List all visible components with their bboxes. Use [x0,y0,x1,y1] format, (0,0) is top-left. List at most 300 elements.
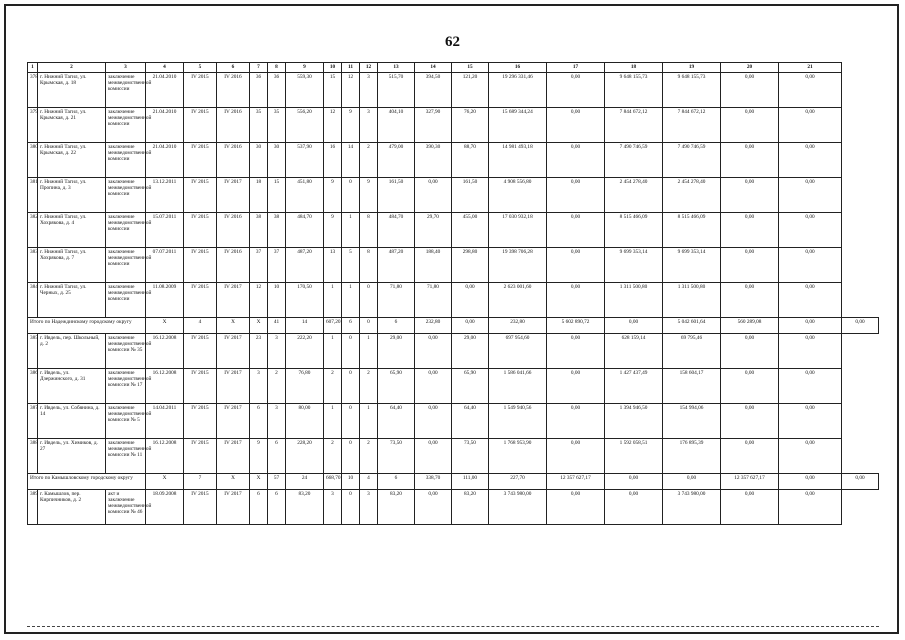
table-cell: 1 [360,334,378,369]
table-cell: 18.09.2008 [146,490,184,525]
table-cell: 88,70 [452,143,489,178]
table-cell: IV 2017 [217,404,250,439]
table-row [28,143,879,178]
table-cell: 73,50 [378,439,415,474]
page-number: 62 [445,34,460,50]
table-cell: г. Ивдель, ул. Дзержинского, д. 31 [38,369,106,404]
table-cell: 176 895,39 [663,439,721,474]
table-cell: 0,00 [721,73,779,108]
table-cell: 14 981 493,18 [489,143,547,178]
table-cell: X [146,474,184,490]
table-cell: 38 [250,213,268,248]
table-cell: IV 2015 [184,108,217,143]
table-cell: 5 [342,248,360,283]
table-cell: 0 [342,369,360,404]
table-cell: IV 2017 [217,178,250,213]
table-cell: 35 [250,108,268,143]
table-cell: 36 [268,73,286,108]
table-cell: 12 [324,108,342,143]
table-cell: 2 454 278,40 [663,178,721,213]
table-cell: заключение межведомственной комиссии № 17 [106,369,146,404]
table-cell: заключение межведомственной комиссии [106,213,146,248]
table-cell: 0,00 [842,318,879,334]
table-cell: 0,00 [779,439,842,474]
header-cell: 3 [106,63,146,73]
table-cell: 3 [360,73,378,108]
table-cell: 65,90 [452,369,489,404]
table-cell: IV 2017 [217,369,250,404]
table-cell: 0,00 [721,490,779,525]
table-cell: 41 [268,318,286,334]
table-cell: 10 [342,474,360,490]
table-cell: 0,00 [547,439,605,474]
table-cell: 10 [268,283,286,318]
table-cell: X [250,474,268,490]
table-cell: заключение межведомственной комиссии [106,248,146,283]
table-cell: 1 [342,283,360,318]
table-cell: 697 954,60 [489,334,547,369]
table-cell: 2 623 001,60 [489,283,547,318]
header-cell: 21 [779,63,842,73]
table-cell: 15 689 344,24 [489,108,547,143]
table-cell: 21.04.2010 [146,143,184,178]
table-cell: 15 [324,73,342,108]
table-cell: 384 [28,283,38,318]
table-body [28,63,879,525]
table-cell: 1 592 058,51 [605,439,663,474]
table-cell: 76,80 [286,369,324,404]
table-cell: 11.08.2009 [146,283,184,318]
table-cell: 9 [324,213,342,248]
table-cell: 222,20 [286,334,324,369]
table-cell: 12 [250,283,268,318]
table-cell: 0,00 [779,334,842,369]
table-cell: 17 030 932,18 [489,213,547,248]
table-cell: 9 [324,178,342,213]
table-cell: 379 [28,108,38,143]
table-cell: 0,00 [415,178,452,213]
table-cell: 0,00 [779,490,842,525]
table-cell: 170,50 [286,283,324,318]
table-cell: 0,00 [415,404,452,439]
table-cell: 389 [28,490,38,525]
table-cell: 83,20 [452,490,489,525]
header-cell: 4 [146,63,184,73]
table-cell: 80,00 [286,404,324,439]
table-cell: IV 2016 [217,213,250,248]
table-cell: 2 [360,143,378,178]
table-cell: 4 [184,318,217,334]
header-cell: 16 [489,63,547,73]
table-cell: г. Камышлов, пер. Кирпичников, д. 2 [38,490,106,525]
table-cell: заключение межведомственной комиссии № 5 [106,404,146,439]
table-cell: 0,00 [415,369,452,404]
table-cell: 16.12.2008 [146,439,184,474]
table-cell: г. Нижний Тагил, ул. Крымская, д. 22 [38,143,106,178]
table-cell: 64,40 [378,404,415,439]
table-cell: 8 515 466,09 [663,213,721,248]
table-cell: 16.12.2008 [146,369,184,404]
header-cell: 15 [452,63,489,73]
table-cell: 158 604,17 [663,369,721,404]
table-cell: 451,80 [286,178,324,213]
table-cell: 0,00 [779,283,842,318]
table-cell: 4 908 556,80 [489,178,547,213]
table-cell: 383 [28,248,38,283]
header-cell: 8 [268,63,286,73]
table-cell: 29,00 [452,334,489,369]
table-cell: 0,00 [721,143,779,178]
table-cell: 559,30 [286,73,324,108]
table-cell: 21.04.2010 [146,108,184,143]
table-cell: 161,50 [452,178,489,213]
table-cell: 515,70 [378,73,415,108]
table-cell: 0,00 [547,490,605,525]
table-cell: 2 [324,369,342,404]
table-cell: 7 490 746,59 [605,143,663,178]
table-cell: 9 [360,178,378,213]
table-cell: 0,00 [779,318,842,334]
table-cell: 0,00 [415,439,452,474]
table-cell: 14 [286,318,324,334]
table-cell: 15 [268,178,286,213]
table-cell: 14.04.2011 [146,404,184,439]
table-cell: 6 [268,490,286,525]
table-cell: 0,00 [779,108,842,143]
table-cell: 404,10 [378,108,415,143]
table-cell: 161,50 [378,178,415,213]
table-cell: 9 648 155,73 [663,73,721,108]
table-cell: 15.07.2011 [146,213,184,248]
table-cell: 556,20 [286,108,324,143]
table-cell: IV 2015 [184,439,217,474]
header-cell: 14 [415,63,452,73]
table-cell: 7 490 746,59 [663,143,721,178]
table-cell: 6 [250,404,268,439]
table-row [28,404,879,439]
table-cell: 0 [360,283,378,318]
table-cell: 36 [250,73,268,108]
table-cell: 0,00 [779,369,842,404]
table-cell: IV 2016 [217,108,250,143]
table-cell: 64,40 [452,404,489,439]
table-cell: 0,00 [721,404,779,439]
table-cell: 9 [250,439,268,474]
table-cell: 487,20 [378,248,415,283]
table-cell: 1 549 940,56 [489,404,547,439]
table-cell: 14 [342,143,360,178]
table-cell: 0,00 [547,108,605,143]
table-row [28,248,879,283]
table-cell: 12 357 627,17 [547,474,605,490]
table-cell: 378 [28,73,38,108]
table-cell: 57 [268,474,286,490]
table-cell: 3 [250,369,268,404]
table-cell: 71,80 [378,283,415,318]
table-cell: заключение межведомственной комиссии № 11 [106,439,146,474]
table-cell: 69 795,46 [663,334,721,369]
table-cell: г. Нижний Тагил, ул. Черных, д. 25 [38,283,106,318]
table-cell: 0,00 [779,474,842,490]
table-cell: 381 [28,178,38,213]
header-cell: 10 [324,63,342,73]
table-cell: IV 2017 [217,490,250,525]
table-row [28,178,879,213]
table-cell: IV 2015 [184,369,217,404]
table-cell: 0,00 [415,334,452,369]
table-cell: 3 [268,334,286,369]
table-cell: X [217,474,250,490]
header-cell: 19 [663,63,721,73]
table-cell: IV 2015 [184,490,217,525]
table-row [28,213,879,248]
table-cell: г. Нижний Тагил, ул. Хохрякова, д. 7 [38,248,106,283]
table-cell: 0,00 [721,369,779,404]
table-cell: г. Нижний Тагил, ул. Пропина, д. 3 [38,178,106,213]
table-cell: 6 [342,318,360,334]
table-row [28,490,879,525]
table-cell: 12 [342,73,360,108]
header-cell: 6 [217,63,250,73]
table-cell: 8 [360,213,378,248]
table-cell: 0,00 [721,178,779,213]
table-cell: 0,00 [842,474,879,490]
table-cell: IV 2016 [217,73,250,108]
table-cell: 4 [360,474,378,490]
table-cell: 5 042 601,64 [663,318,721,334]
table-cell: 2 454 278,40 [605,178,663,213]
table-cell: 0,00 [452,318,489,334]
table-cell: 0,00 [779,404,842,439]
table-cell: 0,00 [779,178,842,213]
header-cell: 5 [184,63,217,73]
table-cell: 8 515 466,09 [605,213,663,248]
table-cell: IV 2016 [217,248,250,283]
table-cell: 7 [184,474,217,490]
table-cell: 338,70 [415,474,452,490]
table-cell: 9 648 155,73 [605,73,663,108]
table-cell: 0 [342,178,360,213]
table-cell: 0,00 [547,73,605,108]
table-cell: 19 296 331,46 [489,73,547,108]
total-row [28,318,879,334]
page-cut-line [27,626,879,627]
table-cell: IV 2015 [184,283,217,318]
table-cell: 390,30 [415,143,452,178]
table-cell: 0,00 [452,283,489,318]
table-cell: 0,00 [547,178,605,213]
table-cell: 0,00 [547,213,605,248]
header-cell: 18 [605,63,663,73]
table-cell: 228,20 [286,439,324,474]
table-cell: заключение межведомственной комиссии № 35 [106,334,146,369]
table-cell: 1 311 500,80 [605,283,663,318]
table-cell: 2 [268,369,286,404]
table-cell: 30 [268,143,286,178]
table-cell: 607,20 [324,318,342,334]
table-cell: заключение межведомственной комиссии [106,178,146,213]
table-cell: IV 2016 [217,143,250,178]
table-cell: 35 [268,108,286,143]
table-cell: 83,20 [286,490,324,525]
table-cell: 188,40 [415,248,452,283]
table-cell: 0,00 [779,213,842,248]
table-cell: 560 289,08 [721,318,779,334]
table-cell: IV 2017 [217,439,250,474]
table-cell: заключение межведомственной комиссии [106,143,146,178]
table-cell: 83,20 [378,490,415,525]
table-cell: 0,00 [547,334,605,369]
header-cell: 7 [250,63,268,73]
table-cell: г. Ивдель, ул. Химиков, д. 27 [38,439,106,474]
header-cell: 9 [286,63,324,73]
table-cell: 121,20 [452,73,489,108]
table-cell: г. Нижний Тагил, ул. Крымская, д. 21 [38,108,106,143]
table-cell: 1 311 500,80 [663,283,721,318]
table-cell: 0,00 [721,334,779,369]
header-cell: 1 [28,63,38,73]
table-cell: 9 [342,108,360,143]
table-cell: 1 586 041,66 [489,369,547,404]
table-cell: 0,00 [415,490,452,525]
table-cell: 30 [250,143,268,178]
table-cell: IV 2015 [184,248,217,283]
header-cell: 17 [547,63,605,73]
table-cell: IV 2015 [184,178,217,213]
table-cell: IV 2015 [184,213,217,248]
table-cell: 0 [342,334,360,369]
table-cell: 38 [268,213,286,248]
table-cell: 1 [324,334,342,369]
table-cell: 3 [268,404,286,439]
table-cell: 0,00 [721,213,779,248]
header-cell: 12 [360,63,378,73]
table-cell: 227,70 [489,474,547,490]
total-label: Итого по Камышловскому городскому округу [28,474,146,490]
table-cell: 19 398 706,28 [489,248,547,283]
header-cell: 11 [342,63,360,73]
table-cell: заключение межведомственной комиссии [106,108,146,143]
table-cell: 0,00 [663,474,721,490]
table-cell: IV 2015 [184,334,217,369]
table-cell: 3 743 980,00 [489,490,547,525]
table-cell: 1 [342,213,360,248]
table-cell: 0,00 [779,73,842,108]
table-cell: 0,00 [721,439,779,474]
table-cell: 232,80 [489,318,547,334]
table-cell: г. Ивдель, пер. Школьный, д. 2 [38,334,106,369]
table-row [28,108,879,143]
table-cell: 12 357 627,17 [721,474,779,490]
table-cell: 3 743 980,00 [663,490,721,525]
table-cell: 3 [360,108,378,143]
table-cell: 232,80 [415,318,452,334]
table-cell: 111,00 [452,474,489,490]
table-row [28,283,879,318]
table-cell: 387 [28,404,38,439]
table-cell: 76,20 [452,108,489,143]
table-cell: 8 [360,248,378,283]
table-cell: 6 [378,318,415,334]
table-cell: г. Ивдель, ул. Собянина, д. 14 [38,404,106,439]
header-cell: 13 [378,63,415,73]
table-cell: 0,00 [605,318,663,334]
table-cell: IV 2017 [217,334,250,369]
table-cell: 13.12.2011 [146,178,184,213]
table-cell: 0,00 [605,490,663,525]
table-cell: 6 [378,474,415,490]
table-cell: 6 [268,439,286,474]
table-cell: 0,00 [721,108,779,143]
table-cell: 7 844 672,12 [605,108,663,143]
table-cell: 487,20 [286,248,324,283]
table-cell: г. Нижний Тагил, ул. Хохрякова, д. 4 [38,213,106,248]
table-cell: 65,90 [378,369,415,404]
table-cell: IV 2017 [217,283,250,318]
table-cell: 2 [324,439,342,474]
table-cell: 0 [342,404,360,439]
table-cell: 1 [324,283,342,318]
table-cell: X [146,318,184,334]
table-cell: 0 [360,318,378,334]
table-cell: 0 [342,439,360,474]
table-cell: 3 [324,490,342,525]
table-cell: 29,70 [415,213,452,248]
table-cell: 9 699 353,14 [663,248,721,283]
table-cell: 0,00 [547,404,605,439]
table-cell: X [250,318,268,334]
table-cell: 07.07.2011 [146,248,184,283]
table-cell: 24 [286,474,324,490]
table-cell: заключение межведомственной комиссии [106,283,146,318]
table-cell: 37 [250,248,268,283]
table-cell: 537,90 [286,143,324,178]
table-cell: 2 [360,439,378,474]
table-cell: 5 602 890,72 [547,318,605,334]
table-cell: акт и заключение межведомственной комиссии № 46 [106,490,146,525]
table-cell: 388 [28,439,38,474]
table-cell: 0,00 [605,474,663,490]
table-cell: 628 159,14 [605,334,663,369]
table-cell: 298,80 [452,248,489,283]
table-cell: 394,50 [415,73,452,108]
table-cell: 0,00 [721,283,779,318]
table-cell: 484,70 [286,213,324,248]
table-cell: 1 427 437,49 [605,369,663,404]
table-cell: 385 [28,334,38,369]
total-label: Итого по Надеждинскому городскому округу [28,318,146,334]
table-cell: 0,00 [547,248,605,283]
table-cell: заключение межведомственной комиссии [106,73,146,108]
table-cell: 2 [360,369,378,404]
table-cell: X [217,318,250,334]
table-cell: 1 394 946,50 [605,404,663,439]
header-row [28,63,879,73]
table-cell: 1 [360,404,378,439]
table-cell: г. Нижний Тагил, ул. Крымская, д. 18 [38,73,106,108]
table-cell: 23 [250,334,268,369]
table-cell: 0,00 [547,283,605,318]
table-cell: 380 [28,143,38,178]
table-cell: 1 768 953,90 [489,439,547,474]
table-cell: 0,00 [779,248,842,283]
table-row [28,369,879,404]
table-cell: 16 [324,143,342,178]
table-cell: 3 [360,490,378,525]
table-cell: IV 2015 [184,73,217,108]
table-cell: 16.12.2008 [146,334,184,369]
header-cell: 20 [721,63,779,73]
